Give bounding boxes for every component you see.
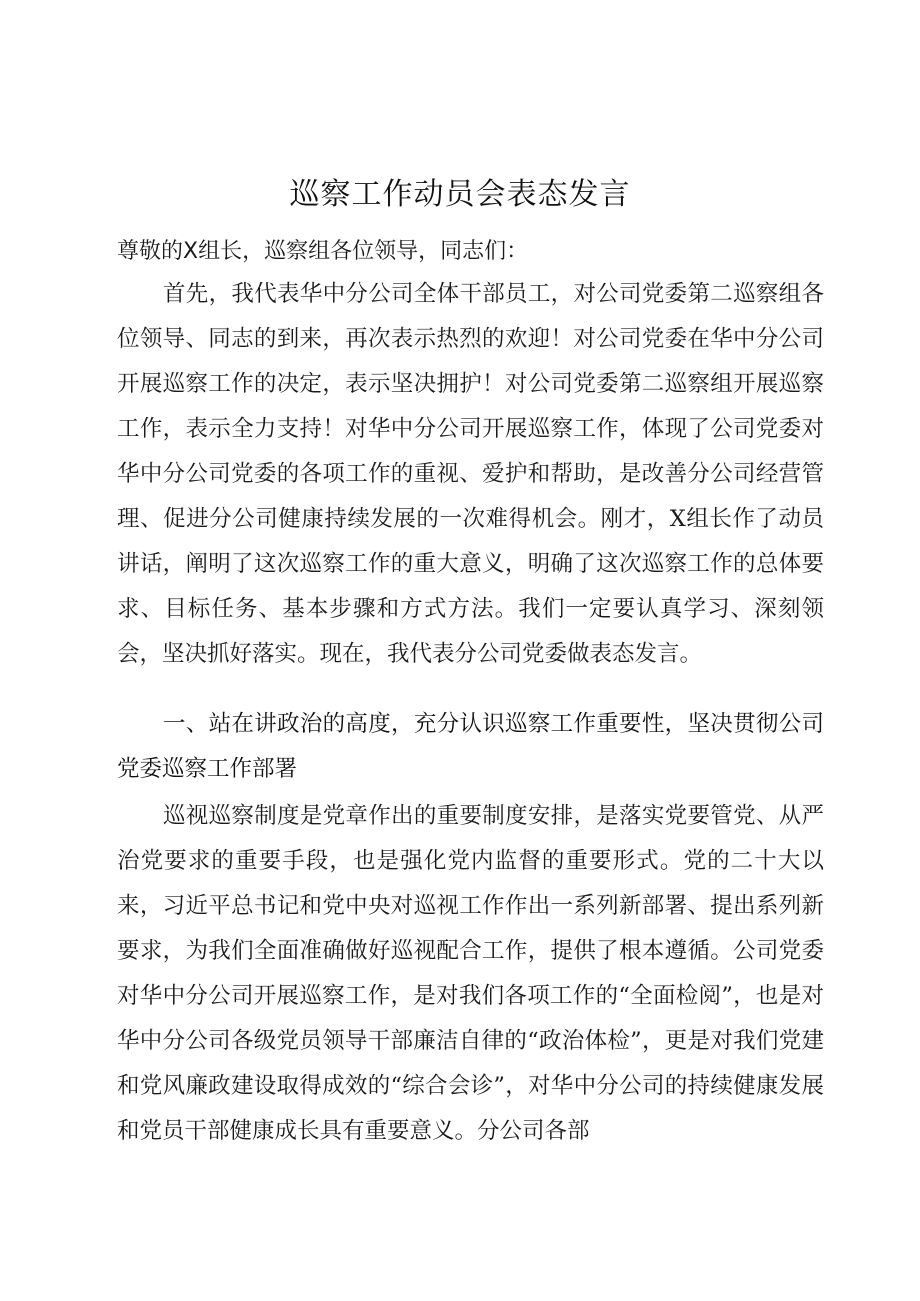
paragraph-section-1: 巡视巡察制度是党章作出的重要制度安排，是落实党要管党、从严治党要求的重要手段，也是强化党内监督的重要形式。党的二十大以来，习近平总书记和党中央对巡视工作作出一系列新部署、提出系列新要求，为我们全面准确做好巡视配合工作，提供了根本遵循。公司党委对华中分公司开展巡察工作，是对我们各项工作的“全面检阅”，也是对华中分公司各级党员领导干部廉洁自律的“政治体检”，更是对我们党建和党风廉政建设取得成效的“综合会诊”，对华中分公司的持续健康发展和党员干部健康成长具有重要意义。分公司各部 — [117, 803, 824, 1144]
document-title: 巡察工作动员会表态发言 — [289, 177, 631, 212]
paragraph-intro: 首先，我代表华中分公司全体干部员工，对公司党委第二巡察组各位领导、同志的到来，再次表示热烈的欢迎！对公司党委在华中分公司开展巡察工作的决定，表示坚决拥护！对公司党委第二巡察组开展巡察工作，表示全力支持！对华中分公司开展巡察工作，体现了公司党委对华中分公司党委的各项工作的重视、爱护和帮助，是改善分公司经营管理、促进分公司健康持续发展的一次难得机会。刚才，X组长作了动员讲话，阐明了这次巡察工作的重大意义，明确了这次巡察工作的总体要求、目标任务、基本步骤和方式方法。我们一定要认真学习、深刻领会，坚决抓好落实。现在，我代表分公司党委做表态发言。 — [117, 281, 824, 667]
greeting-line: 尊敬的X组长，巡察组各位领导，同志们： — [117, 239, 529, 264]
section-heading-1: 一、站在讲政治的高度，充分认识巡察工作重要性，坚决贯彻公司党委巡察工作部署 — [117, 711, 824, 782]
